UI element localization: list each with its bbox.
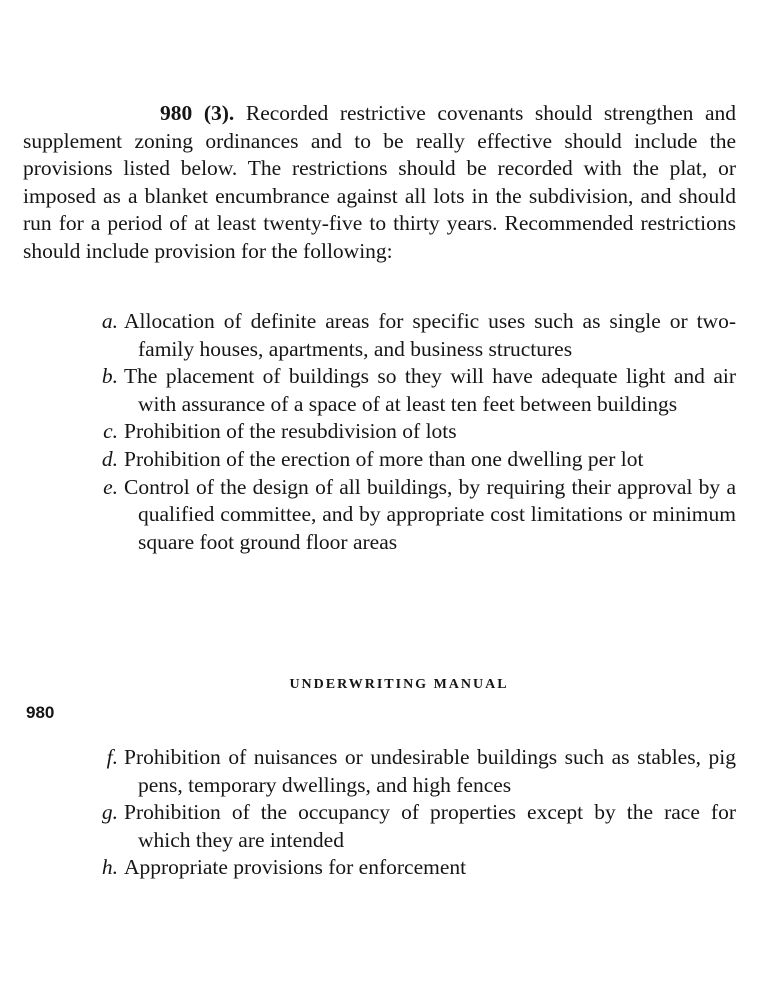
list-item bbox=[83, 474, 736, 557]
list-item bbox=[83, 799, 736, 854]
item-text: Prohibition of the occupancy of properties except by the race for which they are intended bbox=[124, 800, 736, 852]
section-text: Recorded restrictive covenants should strengthen and supplement zoning ordinances and to be really effective should include the provisions listed below. The restrictions should be recorded with the plat, or imposed as a blanket encumbrance against all lots in the subdivision, and should run for a period of at least twenty-five to thirty years. Recommended restrictions should include provision for the following: bbox=[23, 101, 736, 263]
item-letter: h. bbox=[101, 855, 118, 880]
provision-list-first bbox=[83, 308, 736, 556]
list-item bbox=[83, 308, 736, 363]
list-item bbox=[83, 363, 736, 418]
list-item bbox=[83, 446, 736, 474]
item-text: Control of the design of all buildings, by requiring their approval by a qualified committee, and by appropriate cost limitations or minimum square foot ground floor areas bbox=[124, 474, 736, 554]
item-letter: d. bbox=[101, 446, 118, 471]
list-item bbox=[83, 744, 736, 799]
item-text: Prohibition of nuisances or undesirable buildings such as stables, pig pens, temporary dwellings, and high fences bbox=[124, 745, 736, 797]
section-paragraph bbox=[23, 100, 736, 266]
list-item bbox=[83, 854, 736, 882]
item-letter: e. bbox=[103, 474, 118, 499]
running-header-title: UNDERWRITING MANUAL bbox=[289, 677, 509, 692]
item-text: Allocation of definite areas for specific uses such as single or two-family houses, apartments, and business structures bbox=[124, 309, 736, 361]
item-letter: b. bbox=[101, 364, 118, 389]
page-number: 980 bbox=[26, 703, 55, 722]
provision-list-second bbox=[83, 744, 736, 882]
item-text: Prohibition of the resubdivision of lots bbox=[124, 419, 457, 444]
item-letter: c. bbox=[103, 419, 118, 444]
item-text: The placement of buildings so they will have adequate light and air with assurance of a space of at least ten feet between buildings bbox=[124, 364, 736, 416]
section-number: 980 (3). bbox=[160, 101, 235, 125]
item-letter: g. bbox=[101, 800, 118, 825]
item-letter: f. bbox=[106, 745, 118, 769]
item-letter: a. bbox=[101, 309, 118, 333]
list-item bbox=[83, 418, 736, 446]
item-text: Prohibition of the erection of more than one dwelling per lot bbox=[124, 446, 644, 471]
item-text: Appropriate provisions for enforcement bbox=[124, 855, 467, 880]
